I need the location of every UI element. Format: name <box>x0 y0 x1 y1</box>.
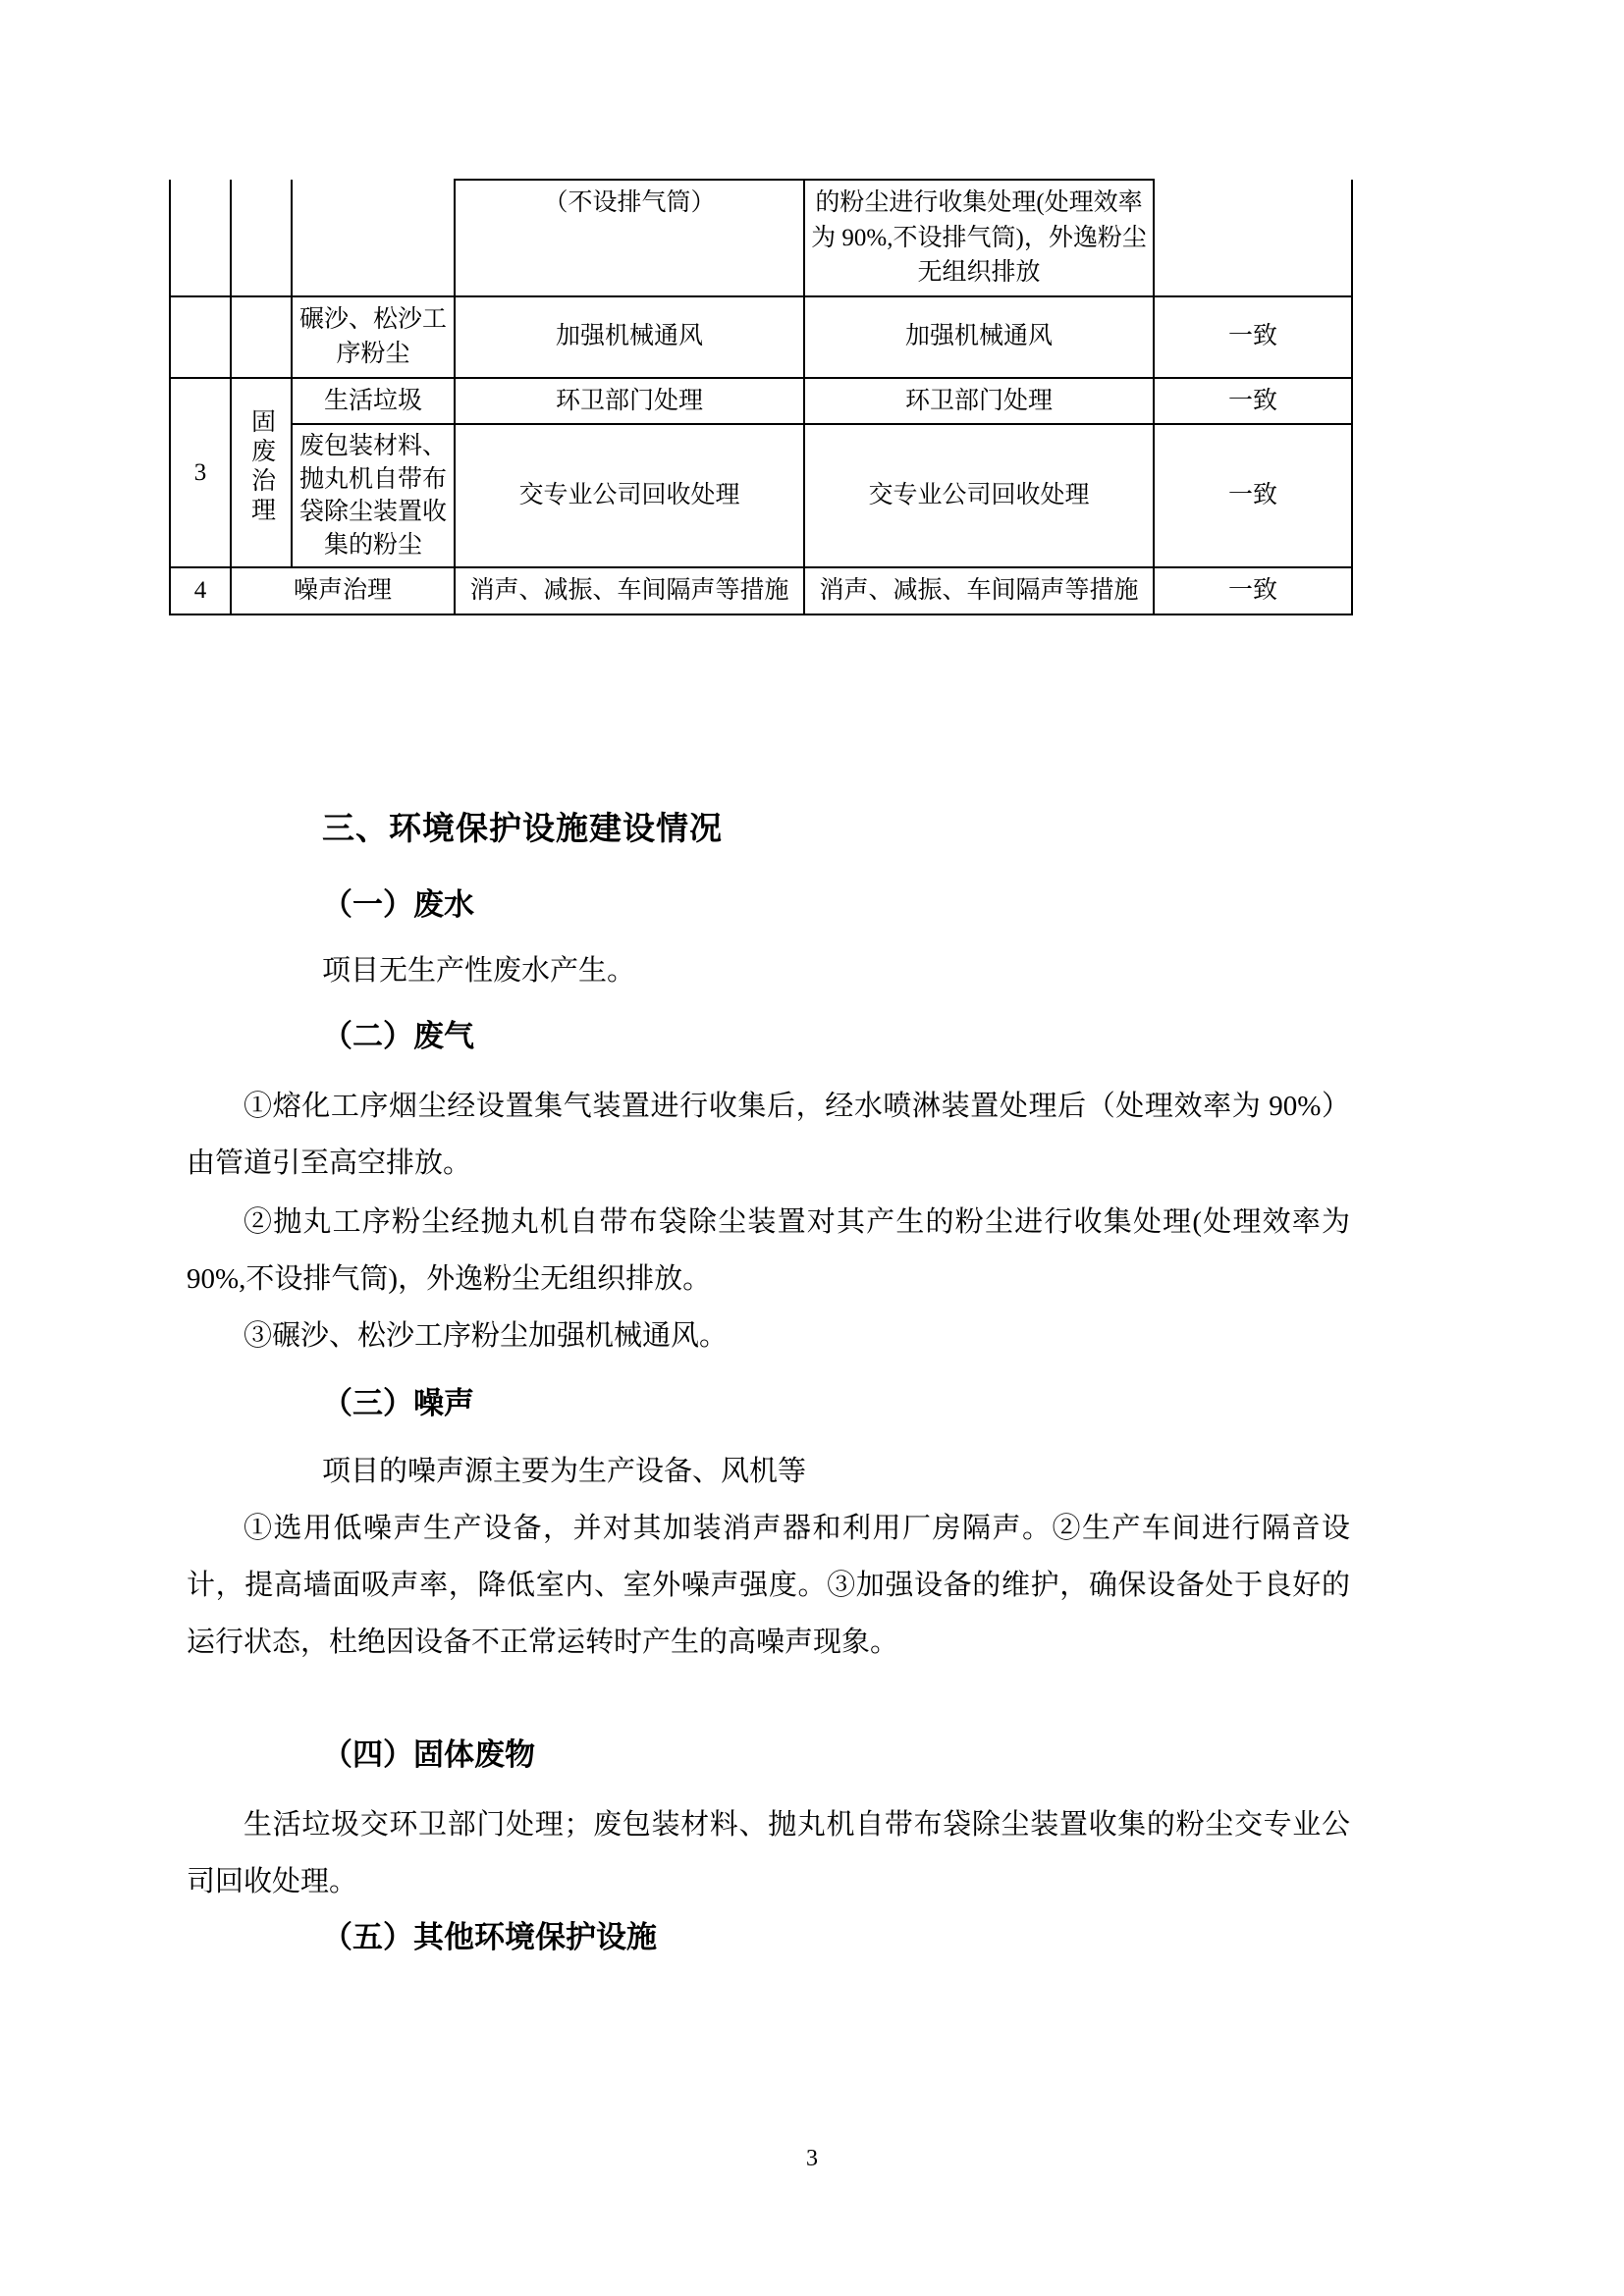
cell-env-assessment: 交专业公司回收处理 <box>455 424 804 567</box>
cell-actual: 消声、减振、车间隔声等措施 <box>804 567 1154 614</box>
section-heading-main: 三、环境保护设施建设情况 <box>322 809 723 847</box>
cell-category-text: 固废治理 <box>247 408 275 526</box>
cell-env-assessment: 消声、减振、车间隔声等措施 <box>455 567 804 614</box>
paragraph-waste-gas-2: ②抛丸工序粉尘经抛丸机自带布袋除尘装置对其产生的粉尘进行收集处理(处理效率为 90%,不设排气筒)，外逸粉尘无组织排放。 <box>187 1206 1350 1295</box>
cell-check: 一致 <box>1154 378 1352 425</box>
paragraph-wastewater-body: 项目无生产性废水产生。 <box>322 955 636 987</box>
table-row <box>170 567 1352 614</box>
cell-category <box>231 378 292 568</box>
paragraph-waste-gas-3: ③碾沙、松沙工序粉尘加强机械通风。 <box>244 1320 729 1352</box>
cell-check: 一致 <box>1154 296 1352 378</box>
section-heading-wastewater: （一）废水 <box>322 887 474 923</box>
paragraph-solid-waste-body: 生活垃圾交环卫部门处理；废包装材料、抛丸机自带布袋除尘装置收集的粉尘交专业公司回收处理。 <box>187 1809 1350 1897</box>
cell-check <box>1154 180 1352 296</box>
section-heading-solid-waste: （四）固体废物 <box>322 1737 535 1773</box>
paragraph-waste-gas-1: ①熔化工序烟尘经设置集气装置进行收集后，经水喷淋装置处理后（处理效率为 90%）由管道引至高空排放。 <box>187 1091 1350 1179</box>
table-row <box>170 180 1352 296</box>
table-row <box>170 296 1352 378</box>
cell-check: 一致 <box>1154 424 1352 567</box>
environmental-measures-table-wrapper <box>169 179 1351 615</box>
paragraph-noise-1: 项目的噪声源主要为生产设备、风机等 <box>322 1456 807 1487</box>
cell-actual: 环卫部门处理 <box>804 378 1154 425</box>
environmental-measures-table <box>169 179 1353 615</box>
cell-index: 4 <box>170 567 231 614</box>
cell-category <box>231 180 292 296</box>
cell-check: 一致 <box>1154 567 1352 614</box>
table-row <box>170 424 1352 567</box>
cell-env-assessment: （不设排气筒） <box>455 180 804 296</box>
cell-category <box>231 296 292 378</box>
section-heading-other-facilities: （五）其他环境保护设施 <box>322 1920 657 1955</box>
table-row <box>170 378 1352 425</box>
paragraph-noise-2: ①选用低噪声生产设备，并对其加装消声器和利用厂房隔声。②生产车间进行隔音设计，提高墙面吸声率，降低室内、室外噪声强度。③加强设备的维护，确保设备处于良好的运行状态，杜绝因设备不正常运转时产生的高噪声现象。 <box>187 1513 1350 1658</box>
cell-item: 噪声治理 <box>231 567 455 614</box>
cell-item: 生活垃圾 <box>292 378 455 425</box>
cell-item <box>292 180 455 296</box>
cell-actual: 交专业公司回收处理 <box>804 424 1154 567</box>
section-heading-waste-gas: （二）废气 <box>322 1019 474 1054</box>
cell-actual: 的粉尘进行收集处理(处理效率为 90%,不设排气筒)，外逸粉尘无组织排放 <box>804 180 1154 296</box>
cell-item: 废包装材料、抛丸机自带布袋除尘装置收集的粉尘 <box>292 424 455 567</box>
cell-index <box>170 180 231 296</box>
cell-item: 碾沙、松沙工序粉尘 <box>292 296 455 378</box>
cell-index <box>170 296 231 378</box>
page-number: 3 <box>806 2146 818 2171</box>
cell-index: 3 <box>170 378 231 568</box>
cell-env-assessment: 加强机械通风 <box>455 296 804 378</box>
cell-env-assessment: 环卫部门处理 <box>455 378 804 425</box>
section-heading-noise: （三）噪声 <box>322 1386 474 1421</box>
cell-actual: 加强机械通风 <box>804 296 1154 378</box>
